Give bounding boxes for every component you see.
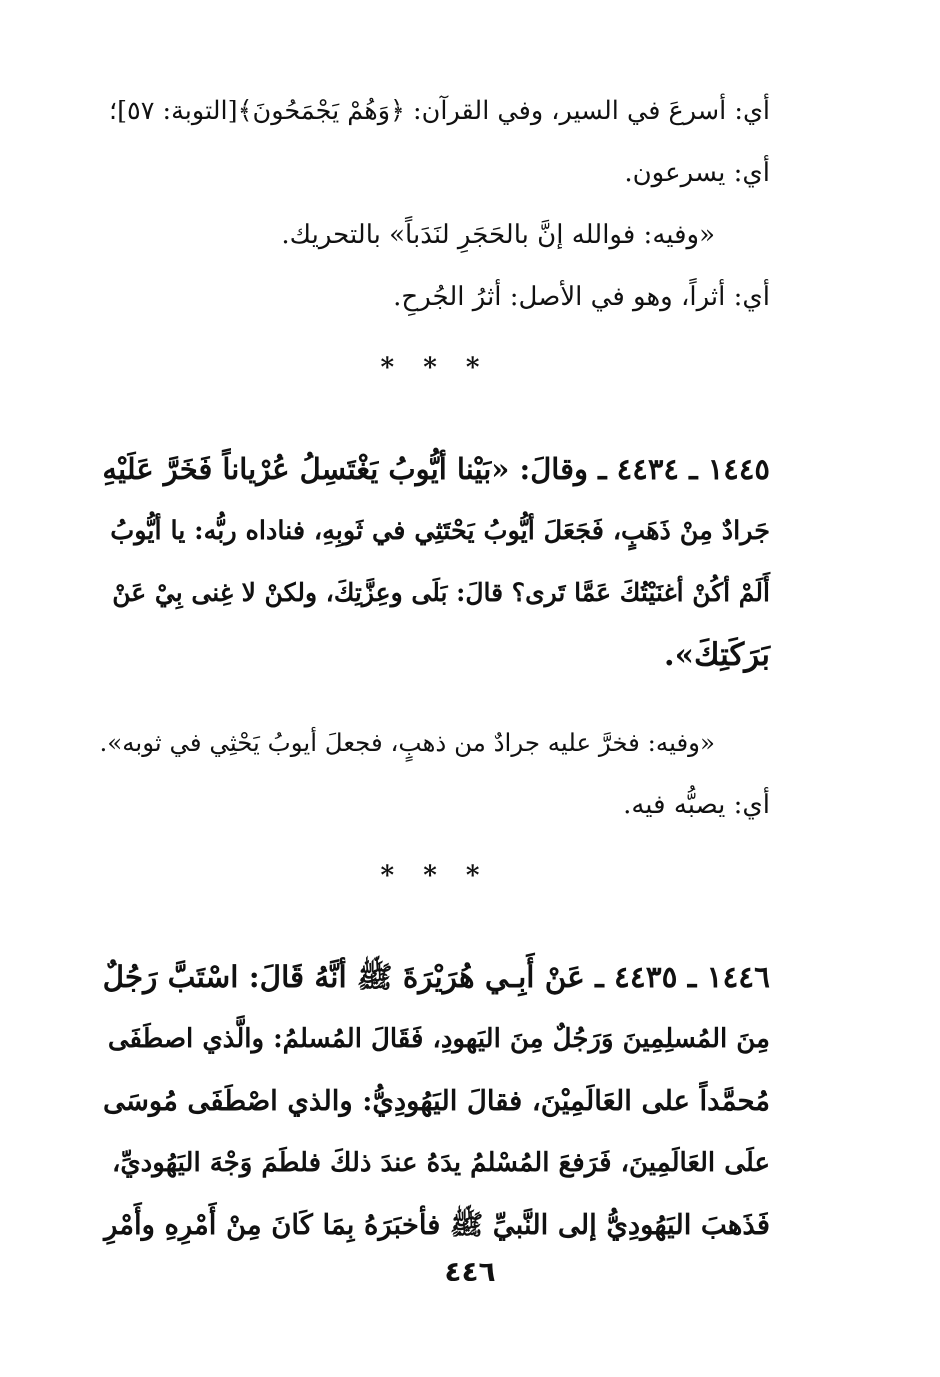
commentary-line: «وفيه: فخرَّ عليه جرادٌ من ذهبٍ، فجعلَ أيوبُ يَحْثِي في ثوبه».	[99, 728, 715, 757]
commentary-block-top	[100, 80, 770, 328]
hadith-line: أَلَمْ أكُنْ أغنَيْتُكَ عَمَّا تَرى؟ قالَ: بَلَى وعِزَّتِكَ، ولكنْ لا غِنى بِيْ عَنْ	[112, 578, 770, 607]
hadith-line: مِنَ المُسلِمِينَ وَرَجُلٌ مِنَ اليَهودِ، فَقَالَ المُسلمُ: والَّذي اصطَفَى	[107, 1024, 770, 1054]
commentary-line: أي: أثراً، وهو في الأصل: أثرُ الجُرحِ.	[393, 282, 770, 312]
hadith-line: فَذَهبَ اليَهُودِيُّ إلى النَّبيِّ ﷺ فأخبَرَهُ بِمَا كَانَ مِنْ أَمْرِهِ وأَمْرِ	[104, 1209, 770, 1241]
hadith-1446	[100, 946, 770, 1256]
page-number: ٤٤٦	[444, 1255, 496, 1288]
hadith-line: علَى العَالَمِينَ، فَرَفعَ المُسْلمُ يدَهُ عندَ ذلكَ فلطَمَ وَجْهَ اليَهُوديِّ،	[111, 1148, 770, 1178]
commentary-line: أي: أسرعَ في السير، وفي القرآن: ﴿وَهُمْ يَجْمَحُونَ﴾[التوبة: ٥٧]؛	[108, 96, 770, 126]
hadith-line: جَرادٌ مِنْ ذَهَبٍ، فَجَعَلَ أيُّوبُ يَحْتَثِي في ثَوبِهِ، فناداه ربُّه: يا أيُّوبُ	[110, 516, 770, 546]
hadith-line: ١٤٤٦ ـ ٤٤٣٥ ـ عَنْ أَبِـي هُرَيْرَةَ ﷺ أنَّهُ قَالَ: اسْتَبَّ رَجُلٌ	[102, 959, 770, 994]
commentary-block-1445	[100, 712, 770, 836]
hadith-1445	[100, 438, 770, 686]
hadith-line: ١٤٤٥ ـ ٤٤٣٤ ـ وقالَ: «بَيْنا أيُّوبُ يَغْتَسِلُ عُرْياناً فَخَرَّ عَلَيْهِ	[102, 452, 770, 486]
section-separator: * * *	[380, 353, 490, 383]
page-body	[100, 80, 770, 1256]
section-separator: * * *	[380, 861, 490, 891]
commentary-line: أي: يصبُّه فيه.	[623, 790, 770, 820]
commentary-line: «وفيه: فوالله إنَّ بالحَجَرِ لنَدَباً» بالتحريك.	[281, 220, 715, 250]
hadith-line: بَرَكَتِكَ».	[663, 637, 770, 673]
hadith-line: مُحمَّداً على العَالَمِيْنَ، فقالَ اليَهُودِيُّ: والذي اصْطَفَى مُوسَى	[102, 1085, 770, 1117]
commentary-line: أي: يسرعون.	[624, 158, 770, 188]
